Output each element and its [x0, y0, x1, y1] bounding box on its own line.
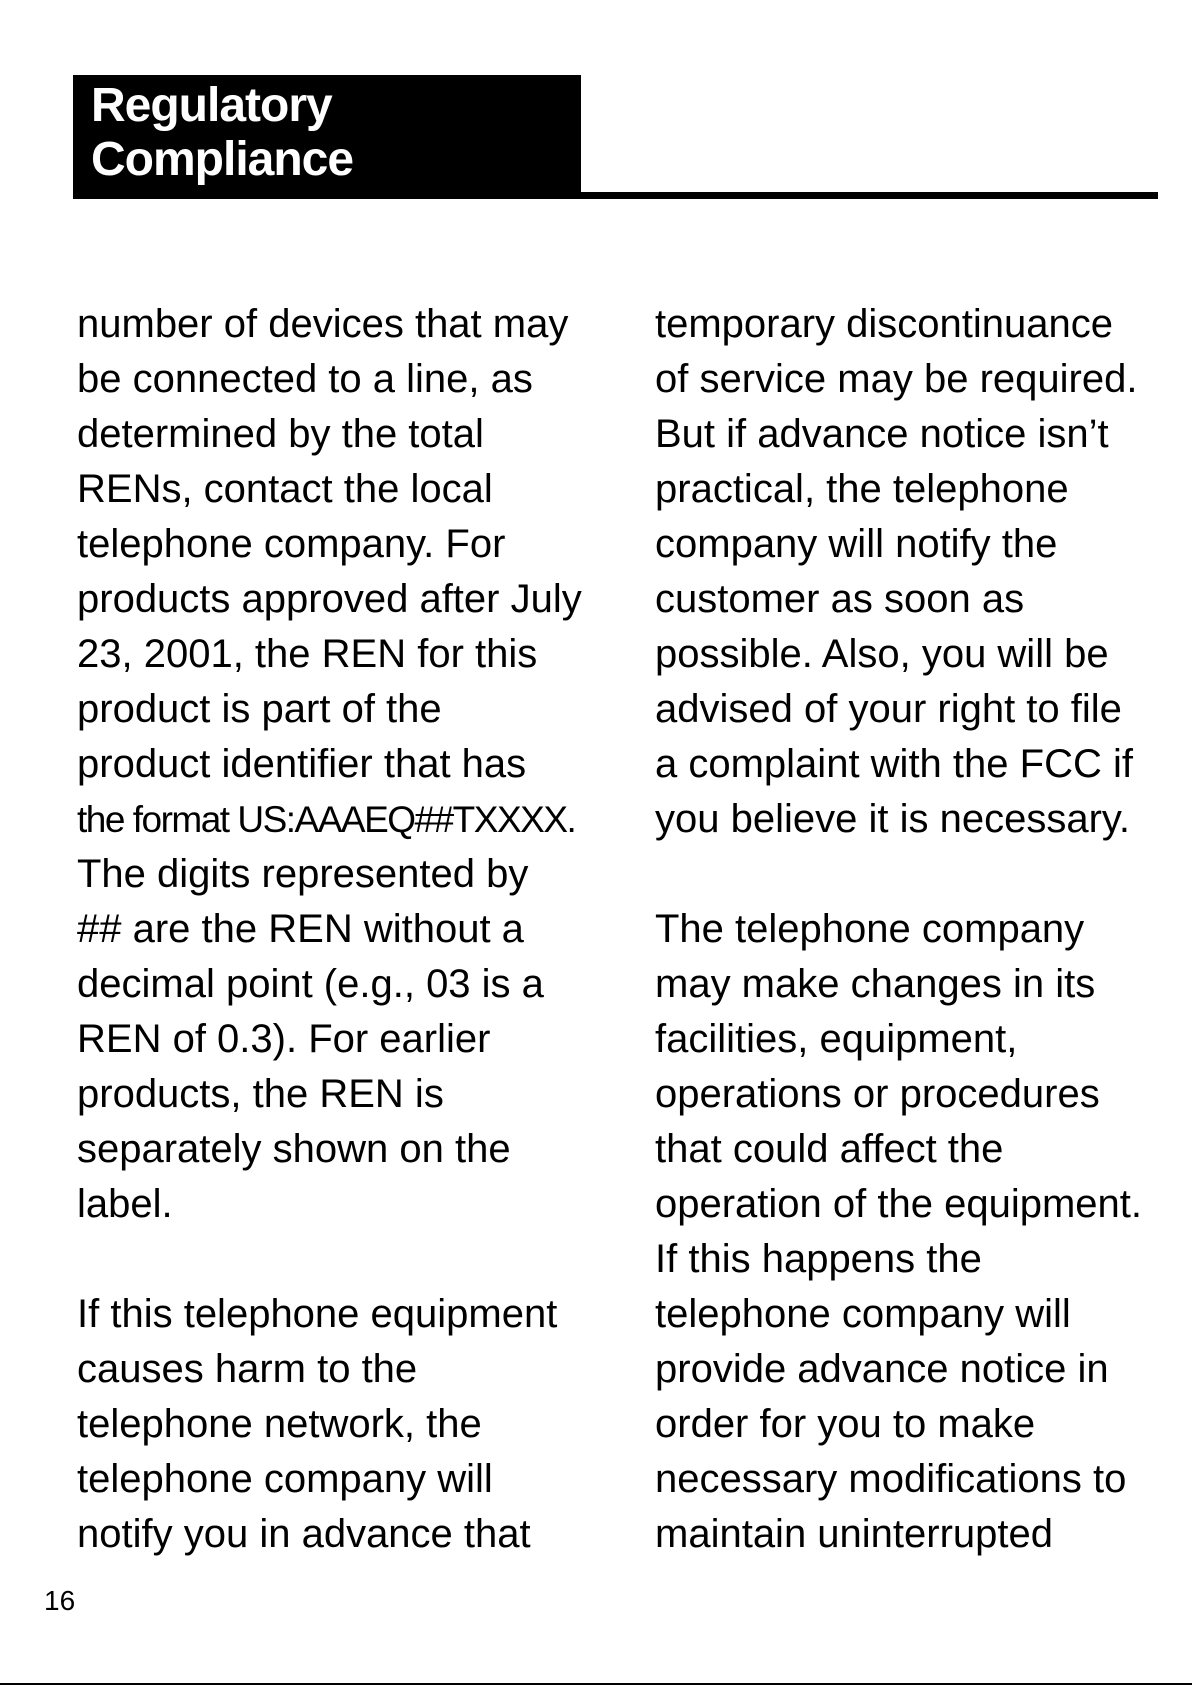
text-line: company will notify the — [655, 522, 1058, 566]
header-rule — [73, 192, 1158, 199]
section-title-line-1: Regulatory — [91, 79, 332, 132]
text-line: determined by the total — [77, 412, 484, 456]
text-line: If this telephone equipment — [77, 1292, 558, 1336]
text-line: maintain uninterrupted — [655, 1512, 1054, 1556]
text-line: practical, the telephone — [655, 467, 1069, 511]
text-line: REN of 0.3). For earlier — [77, 1017, 491, 1061]
text-line: provide advance notice in — [655, 1347, 1109, 1391]
left-paragraph-1 — [77, 297, 597, 1232]
text-line: product identifier that has — [77, 742, 527, 786]
text-line: that could affect the — [655, 1127, 1004, 1171]
text-line: a complaint with the FCC if — [655, 742, 1133, 786]
text-line: you believe it is necessary. — [655, 797, 1131, 841]
text-line: ## are the REN without a — [77, 907, 524, 951]
text-line: of service may be required. — [655, 357, 1138, 401]
left-column — [77, 297, 597, 1562]
text-line: separately shown on the — [77, 1127, 511, 1171]
text-line: product is part of the — [77, 687, 442, 731]
text-line: operations or procedures — [655, 1072, 1100, 1116]
text-line: possible. Also, you will be — [655, 632, 1109, 676]
text-line: causes harm to the — [77, 1347, 418, 1391]
left-paragraph-2 — [77, 1287, 597, 1562]
text-line: advised of your right to file — [655, 687, 1122, 731]
text-line: order for you to make — [655, 1402, 1036, 1446]
text-line: telephone company will — [655, 1292, 1071, 1336]
text-line: operation of the equipment. — [655, 1182, 1143, 1226]
text-line: If this happens the — [655, 1237, 982, 1281]
text-line: telephone company will — [77, 1457, 493, 1501]
text-line: the format US:AAAEQ##TXXXX. — [77, 799, 576, 840]
right-column — [655, 297, 1155, 1562]
text-line: decimal point (e.g., 03 is a — [77, 962, 544, 1006]
text-line: necessary modifications to — [655, 1457, 1127, 1501]
text-line: The digits represented by — [77, 852, 529, 896]
right-paragraph-2 — [655, 902, 1155, 1562]
page-number: 16 — [44, 1585, 76, 1616]
text-line: But if advance notice isn’t — [655, 412, 1109, 456]
text-line: temporary discontinuance — [655, 302, 1114, 346]
section-title — [91, 79, 353, 187]
text-line: notify you in advance that — [77, 1512, 531, 1556]
text-line: customer as soon as — [655, 577, 1025, 621]
text-line: products, the REN is — [77, 1072, 444, 1116]
text-line: telephone company. For — [77, 522, 506, 566]
text-line: products approved after July — [77, 577, 582, 621]
right-paragraph-1 — [655, 297, 1155, 847]
text-line: RENs, contact the local — [77, 467, 493, 511]
text-line: may make changes in its — [655, 962, 1096, 1006]
section-header — [73, 75, 581, 198]
text-line: number of devices that may — [77, 302, 569, 346]
text-line: label. — [77, 1182, 173, 1226]
section-title-line-2: Compliance — [91, 133, 354, 186]
text-line: The telephone company — [655, 907, 1085, 951]
text-line: be connected to a line, as — [77, 357, 533, 401]
text-line: facilities, equipment, — [655, 1017, 1018, 1061]
text-line: 23, 2001, the REN for this — [77, 632, 538, 676]
text-line: telephone network, the — [77, 1402, 482, 1446]
